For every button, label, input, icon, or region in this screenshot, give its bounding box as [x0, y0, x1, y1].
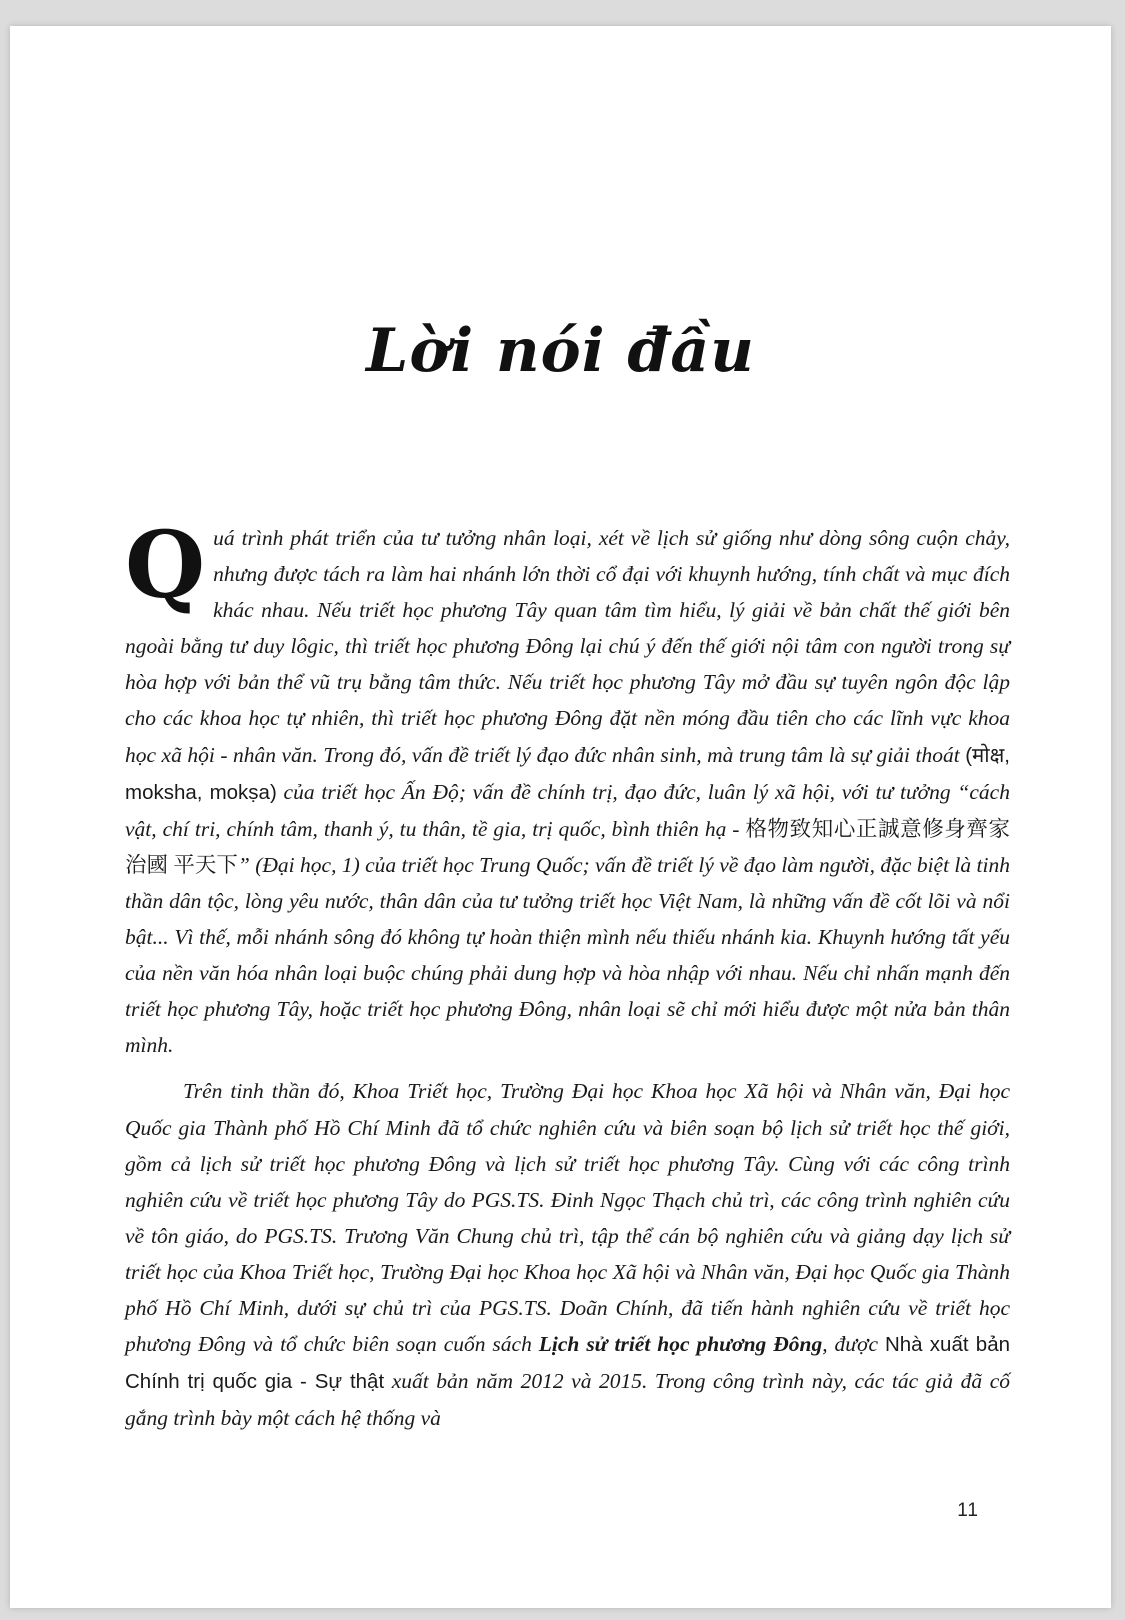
- para2-text-2: , được: [822, 1332, 885, 1357]
- para1-text-3: ” (Đại học, 1) của triết học Trung Quốc; vấn đề triết lý về đạo làm người, đặc biệt là tinh thần dân tộc, lòng yêu nước, thân dân của tư tưởng triết học Việt Nam, là những vấn đề cốt lõi và nổi bật... Vì thế, mỗi nhánh sông đó không tự hoàn thiện mình nếu thiếu nhánh kia. Khuynh hướng tất yếu của nền văn hóa nhân loại buộc chúng phải dung hợp và hòa nhập với nhau. Nếu chỉ nhấn mạnh đến triết học phương Tây, hoặc triết học phương Đông, nhân loại sẽ chỉ mới hiểu được một nửa bản thân mình.: [125, 852, 1010, 1058]
- publisher-name: Nhà xuất bản Chính trị quốc gia - Sự thật: [125, 1333, 1010, 1394]
- chapter-title: Lời nói đầu: [366, 316, 755, 386]
- body-text: [125, 511, 1010, 1436]
- book-title: Lịch sử triết học phương Đông: [538, 1332, 823, 1357]
- paragraph-2: [125, 1073, 1010, 1436]
- sanskrit-term: (मोक्ष, moksha, mokṣa): [125, 743, 1010, 804]
- para2-text-3: xuất bản năm 2012 và 2015. Trong công trình này, các tác giả đã cố gắng trình bày một cách hệ thống và: [125, 1369, 1010, 1431]
- para1-text-1: uá trình phát triển của tư tưởng nhân loại, xét về lịch sử giống như dòng sông cuộn chảy, nhưng được tách ra làm hai nhánh lớn thời cổ đại với khuynh hướng, tính chất và mục đích khác nhau. Nếu triết học phương Tây quan tâm tìm hiểu, lý giải về bản chất thế giới bên ngoài bằng tư duy lôgic, thì triết học phương Đông lại chú ý đến thế giới nội tâm con người trong sự hòa hợp với bản thể vũ trụ bằng tâm thức. Nếu triết học phương Tây mở đầu sự tuyên ngôn độc lập cho các khoa học tự nhiên, thì triết học phương Đông đặt nền móng đầu tiên cho các lĩnh vực khoa học xã hội - nhân văn. Trong đó, vấn đề triết lý đạo đức nhân sinh, mà trung tâm là sự giải thoát: [125, 526, 1010, 767]
- paragraph-1: [125, 511, 1010, 1063]
- chinese-quote: 格物致知心正誠意修身齊家治國 平天下: [125, 816, 1010, 877]
- page-number: 11: [957, 1500, 979, 1521]
- book-page: [10, 26, 1111, 1608]
- drop-cap: Q: [125, 511, 206, 619]
- para1-text-2: của triết học Ấn Độ; vấn đề chính trị, đạo đức, luân lý xã hội, với tư tưởng “cách vật, chí tri, chính tâm, thanh ý, tu thân, tề gia, trị quốc, bình thiên hạ -: [125, 779, 1010, 841]
- para2-text-1: Trên tinh thần đó, Khoa Triết học, Trường Đại học Khoa học Xã hội và Nhân văn, Đại học Quốc gia Thành phố Hồ Chí Minh đã tổ chức nghiên cứu và biên soạn bộ lịch sử triết học thế giới, gồm cả lịch sử triết học phương Đông và lịch sử triết học phương Tây. Cùng với các công trình nghiên cứu về triết học phương Tây do PGS.TS. Đinh Ngọc Thạch chủ trì, các công trình nghiên cứu về tôn giáo, do PGS.TS. Trương Văn Chung chủ trì, tập thể cán bộ nghiên cứu và giảng dạy lịch sử triết học của Khoa Triết học, Trường Đại học Khoa học Xã hội và Nhân văn, Đại học Quốc gia Thành phố Hồ Chí Minh, dưới sự chủ trì của PGS.TS. Doãn Chính, đã tiến hành nghiên cứu về triết học phương Đông và tổ chức biên soạn cuốn sách: [125, 1079, 1010, 1357]
